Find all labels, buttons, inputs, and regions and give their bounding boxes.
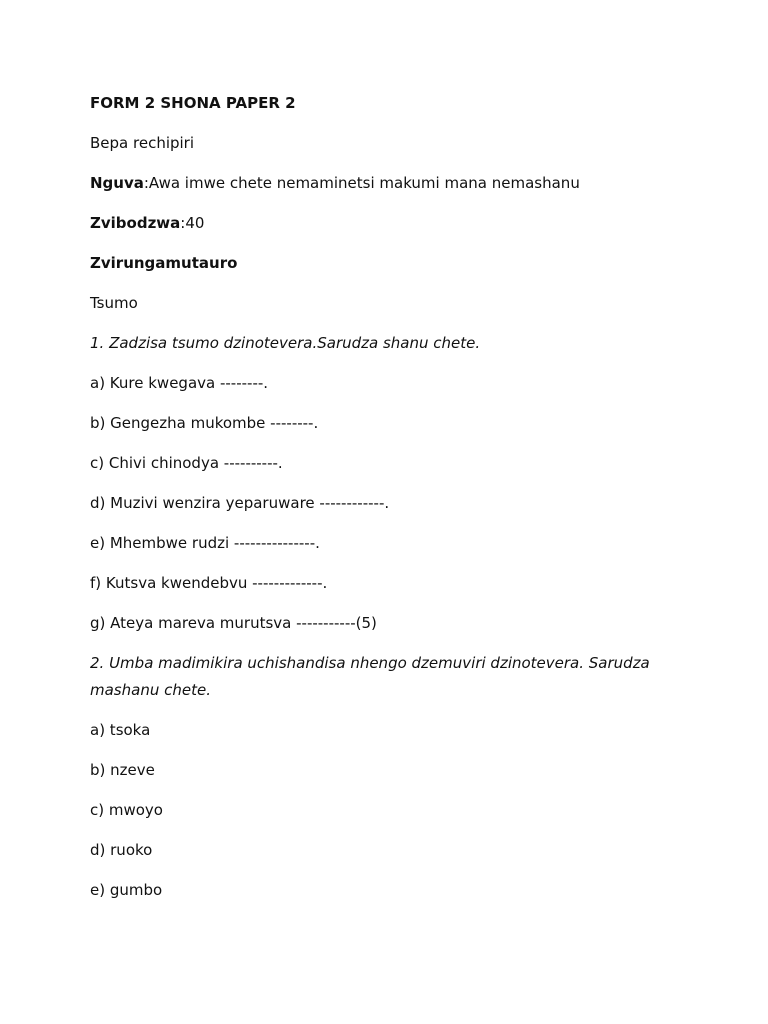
question-1-item-b: b) Gengezha mukombe --------. xyxy=(90,414,319,432)
subsection-heading: Tsumo xyxy=(90,294,138,312)
document-title: FORM 2 SHONA PAPER 2 xyxy=(90,94,296,112)
question-2-item-d: d) ruoko xyxy=(90,841,153,859)
question-2-item-b: b) nzeve xyxy=(90,761,155,779)
question-1-item-g: g) Ateya mareva murutsva -----------(5) xyxy=(90,614,377,632)
document-content xyxy=(90,90,690,917)
marks-value: :40 xyxy=(180,214,205,232)
question-1-item-e: e) Mhembwe rudzi ---------------. xyxy=(90,534,320,552)
question-2-item-c: c) mwoyo xyxy=(90,801,163,819)
question-1-item-c: c) Chivi chinodya ----------. xyxy=(90,454,283,472)
time-value: :Awa imwe chete nemaminetsi makumi mana nemashanu xyxy=(143,174,580,192)
question-1-item-a: a) Kure kwegava --------. xyxy=(90,374,269,392)
time-label: Nguva xyxy=(90,174,144,192)
question-1-instruction: 1. Zadzisa tsumo dzinotevera.Sarudza shanu chete. xyxy=(90,334,481,352)
paper-label: Bepa rechipiri xyxy=(90,134,195,152)
section-heading: Zvirungamutauro xyxy=(90,254,238,272)
question-2-item-a: a) tsoka xyxy=(90,721,151,739)
marks-label: Zvibodzwa xyxy=(90,214,181,232)
marks-line xyxy=(90,210,690,237)
question-2-instruction: 2. Umba madimikira uchishandisa nhengo dzemuviri dzinotevera. Sarudza mashanu chete. xyxy=(90,654,650,699)
question-1-item-f: f) Kutsva kwendebvu -------------. xyxy=(90,574,328,592)
question-1-item-d: d) Muzivi wenzira yeparuware ------------. xyxy=(90,494,390,512)
question-2-item-e: e) gumbo xyxy=(90,881,163,899)
time-line xyxy=(90,170,690,197)
